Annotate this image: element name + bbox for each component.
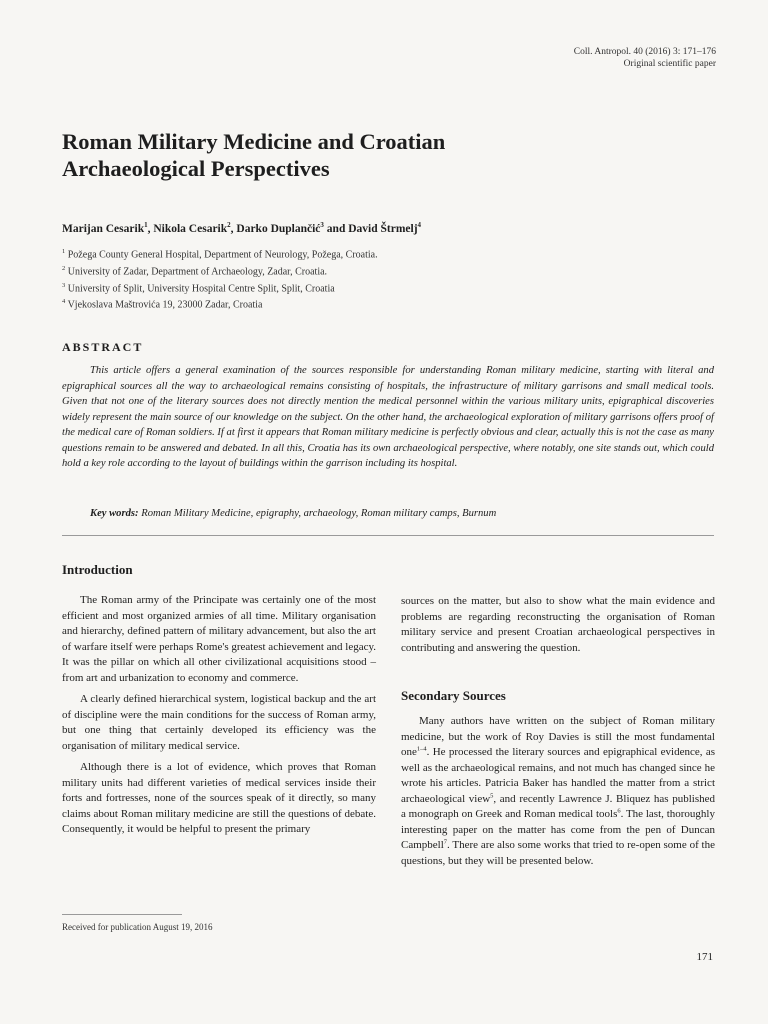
author-affiliation-mark: 1 xyxy=(144,221,148,229)
footnote-divider xyxy=(62,914,182,915)
author-affiliation-mark: 2 xyxy=(227,221,231,229)
paragraph: A clearly defined hierarchical system, logistical backup and the art of discipline were the main conditions for the success of Roman army, but one thing that certainly developed its efficiency was the organisation of military medical service. xyxy=(62,693,376,752)
keywords xyxy=(90,508,710,519)
author-name: Marijan Cesarik xyxy=(62,222,145,235)
author-name: Nikola Cesarik xyxy=(153,222,228,235)
publication-received-note: Received for publication August 19, 2016 xyxy=(62,922,213,932)
author-separator: , xyxy=(230,222,237,235)
affiliation: $^1$ Požega County General Hospital, Department of Neurology, Požega, Croatia. xyxy=(62,248,378,261)
article-title xyxy=(62,128,682,182)
paragraph: Many authors have written on the subject of Roman military medicine, but the work of Roy Davies is still the most fundamental one$^{1-4}$. He processed the literary sources and epigraphical evidence, as well as the archaeological remains, and not much has changed since he wrote his articles. Patricia Baker has handled the matter from a strict archaeological view$^5$, and recently Lawrence J. Bliquez has published a monograph on Greek and Roman medical tools$^6$. The last, thoroughly interesting paper on the matter has come from the pen of Duncan Campbell$^7$. There are also some works that tried to re-open some of the questions, but they will be presented below. xyxy=(401,715,715,867)
author-affiliation-mark: 4 xyxy=(417,221,422,229)
paragraph: Although there is a lot of evidence, which proves that Roman military units had different varieties of medical services inside their forts and fortresses, none of the sources speak of it directly, so many claims about Roman military medicine are still the questions of debate. Consequently, it would be helpful to present the primary xyxy=(62,761,376,835)
author-separator: , xyxy=(147,222,154,235)
citation-mark: 7 xyxy=(443,838,448,846)
left-column xyxy=(62,593,376,844)
section-divider xyxy=(62,535,714,536)
paragraph: The Roman army of the Principate was certainly one of the most efficient and most organized armies of all time. Military organisation and hierarchy, defined pattern of military advancement, but also the art of warfare itself were perhaps Rome's greatest achievement and legacy. It was the pillar on which all other civilizational acquisitions stood – from art and urbanization to economy and commerce. xyxy=(62,594,377,684)
affiliation: $^4$ Vjekoslava Maštrovića 19, 23000 Zadar, Croatia xyxy=(62,298,263,311)
citation-mark: 1–4 xyxy=(416,745,427,753)
author-list xyxy=(62,221,421,235)
journal-reference xyxy=(574,46,716,70)
affiliation: $^3$ University of Split, University Hospital Centre Split, Split, Croatia xyxy=(62,281,335,294)
author-affiliation-mark: 3 xyxy=(320,221,324,229)
abstract-heading: ABSTRACT xyxy=(62,340,144,354)
keywords-label: Key words: xyxy=(90,508,139,519)
page-number: 171 xyxy=(696,951,713,963)
abstract-text: This article offers a general examination of the sources responsible for understanding Roman military medicine, starting with literal and epigraphical sources all the way to archaeological remains consisting of hospitals, the infrastructure of military garrisons and small medical tools. Given that not one of the literary sources does not directly mention the medical personnel within the various military units, epigraphical discoveries widely represent the main source of our knowledge on the subject. On the other hand, the archaeological exploration of military garrisons offers proof of the medical care of Roman soldiers. If at first it appears that Roman military medicine is perfectly obvious and clear, actually this is not the case as many questions remain to be answered and debated. In all this, Croatia has its own archaeological perspective, where notably, one site stands out, which could hold a key role according to the layout of buildings within the garrison including its hospital. xyxy=(62,365,714,469)
author-name: David Štrmelj xyxy=(348,222,418,235)
citation-mark: 5 xyxy=(490,791,494,799)
article-type: Original scientific paper xyxy=(623,59,716,69)
keywords-value: Roman Military Medicine, epigraphy, archaeology, Roman military camps, Burnum xyxy=(141,508,497,519)
secondary-sources-heading: Secondary Sources xyxy=(401,688,506,703)
journal-citation: Coll. Antropol. 40 (2016) 3: 171–176 xyxy=(573,47,716,57)
right-column-top xyxy=(401,594,715,662)
affiliation: $^2$ University of Zadar, Department of Archaeology, Zadar, Croatia. xyxy=(62,264,328,278)
title-line-1: Roman Military Medicine and Croatian xyxy=(62,129,446,154)
title-line-2: Archaeological Perspectives xyxy=(62,156,330,181)
author-name: Darko Duplančić xyxy=(236,222,321,235)
author-separator: and xyxy=(323,222,349,235)
paragraph-continuation: sources on the matter, but also to show what the main evidence and problems are regarding reconstructing the organisation of Roman military service and present Croatian archaeological perspectives in contributing and answering the question. xyxy=(401,595,715,654)
introduction-heading: Introduction xyxy=(62,562,133,577)
citation-mark: 6 xyxy=(617,807,621,815)
right-column-bottom xyxy=(401,714,715,875)
affiliation-list xyxy=(62,245,702,312)
